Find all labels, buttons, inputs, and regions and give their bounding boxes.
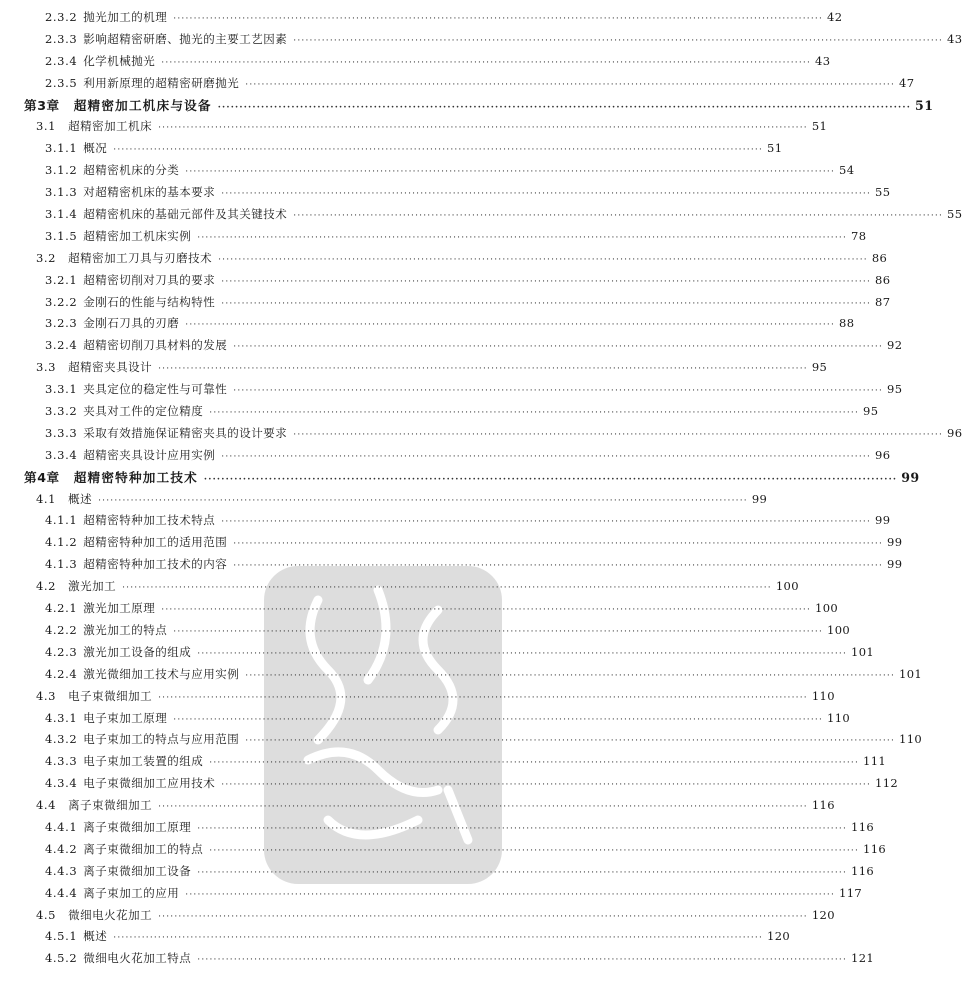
toc-entry[interactable]: [0, 883, 863, 905]
dot-leader: ································································································································································: [158, 364, 808, 375]
dot-leader: ································································································································································: [98, 495, 748, 506]
toc-entry-title: 超精密加工机床: [68, 119, 153, 134]
toc-entry[interactable]: [0, 642, 875, 664]
toc-entry-page: 96: [947, 425, 962, 440]
toc-entry-page: 51: [767, 141, 783, 156]
toc-entry[interactable]: [0, 73, 915, 95]
toc-entry-page: 99: [887, 535, 903, 550]
toc-entry-page: 95: [887, 382, 903, 397]
toc-entry-number: 3.3.2: [45, 404, 78, 419]
toc-entry[interactable]: [0, 248, 888, 270]
toc-entry[interactable]: [0, 686, 835, 708]
toc-entry-number: 第3章: [24, 97, 60, 113]
toc-entry-page: 111: [863, 754, 887, 769]
dot-leader: ································································································································································: [209, 758, 859, 769]
toc-entry-title: 超精密机床的基础元部件及其关键技术: [83, 207, 288, 222]
dot-leader: ································································································································································: [293, 211, 943, 222]
toc-entry[interactable]: [0, 160, 855, 182]
dot-leader: ································································································································································: [197, 867, 847, 878]
toc-entry-title: 离子束加工的应用: [83, 885, 180, 900]
dot-leader: ································································································································································: [209, 408, 859, 419]
toc-entry-title: 电子束微细加工: [68, 688, 153, 703]
toc-entry-title: 利用新原理的超精密研磨抛光: [83, 75, 240, 90]
dot-leader: ································································································································································: [293, 429, 943, 440]
toc-entry-number: 3.1: [36, 119, 57, 134]
dot-leader: ································································································································································: [221, 276, 871, 287]
toc-entry-page: 100: [827, 622, 851, 637]
dot-leader: ································································································································································: [173, 14, 823, 24]
toc-entry-title: 概述: [68, 491, 93, 506]
dot-leader: ································································································································································: [173, 714, 823, 725]
dot-leader: ································································································································································: [113, 145, 763, 156]
toc-entry-title: 金刚石刀具的刃磨: [83, 316, 180, 331]
toc-entry-page: 120: [767, 929, 791, 944]
toc-entry-title: 超精密机床的分类: [83, 163, 180, 178]
toc-entry-page: 43: [815, 53, 831, 68]
toc-entry-page: 47: [899, 75, 915, 90]
toc-entry-page: 86: [871, 250, 888, 265]
toc-entry-number: 4.4.4: [45, 885, 78, 900]
toc-entry-number: 4.5.1: [45, 929, 78, 944]
toc-entry-number: 2.3.4: [45, 53, 78, 68]
toc-entry[interactable]: [0, 554, 903, 576]
toc-entry-page: 116: [851, 819, 875, 834]
toc-entry-title: 电子束加工装置的组成: [83, 754, 204, 769]
toc-entry-page: 42: [827, 10, 843, 24]
toc-entry-page: 55: [947, 207, 962, 222]
toc-entry-title: 超精密切削对刀具的要求: [83, 272, 216, 287]
toc-entry-number: 3.1.2: [45, 163, 78, 178]
toc-entry-title: 概述: [83, 929, 108, 944]
toc-entry[interactable]: [0, 620, 851, 642]
toc-entry-title: 离子束微细加工设备: [83, 863, 192, 878]
toc-entry[interactable]: [0, 905, 835, 927]
toc-entry[interactable]: [0, 510, 891, 532]
toc-entry-page: 99: [901, 469, 920, 485]
toc-entry-title: 激光加工: [68, 579, 117, 594]
toc-entry-title: 超精密加工刀具与刃磨技术: [68, 250, 213, 265]
dot-leader: ································································································································································: [218, 254, 868, 265]
toc-entry-title: 微细电火花加工特点: [83, 951, 192, 966]
toc-entry-title: 化学机械抛光: [83, 53, 156, 68]
toc-entry[interactable]: [0, 270, 891, 292]
toc-entry-title: 离子束微细加工: [68, 798, 153, 813]
dot-leader: ································································································································································: [203, 474, 898, 485]
dot-leader: ································································································································································: [185, 320, 835, 331]
toc-entry-page: 99: [751, 491, 768, 506]
dot-leader: ································································································································································: [185, 167, 835, 178]
toc-entry[interactable]: [0, 226, 867, 248]
toc-entry-number: 2.3.5: [45, 75, 78, 90]
toc-entry-number: 4.3.1: [45, 710, 78, 725]
toc-entry-number: 3.3.4: [45, 447, 78, 462]
toc-entry-page: 116: [863, 841, 887, 856]
toc-entry-number: 4.4.1: [45, 819, 78, 834]
toc-entry[interactable]: [0, 926, 791, 948]
toc-entry[interactable]: [0, 598, 839, 620]
toc-entry-title: 采取有效措施保证精密夹具的设计要求: [83, 425, 288, 440]
toc-entry-title: 超精密夹具设计: [68, 360, 153, 375]
toc-entry-number: 4.1: [36, 491, 57, 506]
toc-entry-page: 120: [811, 907, 835, 922]
dot-leader: ································································································································································: [245, 736, 895, 747]
toc-entry-number: 4.2: [36, 579, 57, 594]
toc-entry[interactable]: [0, 467, 920, 489]
toc-entry-page: 92: [887, 338, 903, 353]
toc-entry-title: 离子束微细加工原理: [83, 819, 192, 834]
toc-entry[interactable]: [0, 948, 875, 970]
dot-leader: ································································································································································: [122, 583, 772, 594]
toc-entry[interactable]: [0, 839, 887, 861]
toc-entry-title: 对超精密机床的基本要求: [83, 185, 216, 200]
toc-entry[interactable]: [0, 182, 891, 204]
toc-entry-number: 4.3.4: [45, 776, 78, 791]
toc-entry-number: 3.2.3: [45, 316, 78, 331]
toc-entry[interactable]: [0, 795, 835, 817]
toc-entry-page: 87: [875, 294, 891, 309]
toc-entry-page: 88: [839, 316, 855, 331]
toc-entry-number: 3.2: [36, 250, 57, 265]
toc-entry-title: 激光加工原理: [83, 601, 156, 616]
toc-entry-page: 110: [811, 688, 835, 703]
toc-entry-title: 超精密夹具设计应用实例: [83, 447, 216, 462]
dot-leader: ································································································································································: [209, 845, 859, 856]
toc-entry-number: 3.2.2: [45, 294, 78, 309]
toc-entry-page: 51: [811, 119, 828, 134]
toc-entry-title: 激光加工的特点: [83, 622, 168, 637]
toc-entry-number: 3.3.1: [45, 382, 78, 397]
dot-leader: ································································································································································: [197, 232, 847, 243]
dot-leader: ································································································································································: [233, 386, 883, 397]
toc-entry[interactable]: [0, 861, 875, 883]
dot-leader: ································································································································································: [158, 692, 808, 703]
toc-entry[interactable]: [0, 817, 875, 839]
dot-leader: ································································································································································: [161, 57, 811, 68]
toc-entry[interactable]: [0, 116, 828, 138]
toc-entry-title: 超精密加工机床与设备: [73, 97, 212, 113]
toc-entry-number: 3.1.3: [45, 185, 78, 200]
dot-leader: ································································································································································: [245, 670, 895, 681]
toc-entry-title: 超精密特种加工技术: [73, 469, 198, 485]
toc-entry-number: 4.1.3: [45, 557, 78, 572]
toc-entry[interactable]: [0, 51, 831, 73]
toc-entry[interactable]: [0, 576, 799, 598]
dot-leader: ································································································································································: [158, 911, 808, 922]
dot-leader: ································································································································································: [197, 648, 847, 659]
toc-entry-number: 4.1.2: [45, 535, 78, 550]
dot-leader: ································································································································································: [221, 451, 871, 462]
toc-entry[interactable]: [0, 708, 851, 730]
toc-entry[interactable]: [0, 751, 887, 773]
toc-entry[interactable]: [0, 773, 899, 795]
toc-entry-number: 2.3.3: [45, 31, 78, 46]
toc-entry-page: 100: [815, 601, 839, 616]
dot-leader: ································································································································································: [233, 539, 883, 550]
toc-entry-title: 夹具定位的稳定性与可靠性: [83, 382, 228, 397]
toc-entry-title: 激光微细加工技术与应用实例: [83, 666, 240, 681]
toc-entry-number: 3.3: [36, 360, 57, 375]
toc-entry-page: 101: [851, 644, 875, 659]
toc-entry-title: 激光加工设备的组成: [83, 644, 192, 659]
toc-entry[interactable]: [0, 292, 891, 314]
toc-entry[interactable]: [0, 664, 923, 686]
toc-entry[interactable]: [0, 379, 903, 401]
toc-entry-number: 4.3: [36, 688, 57, 703]
dot-leader: ································································································································································: [221, 780, 871, 791]
dot-leader: ································································································································································: [221, 298, 871, 309]
toc-entry-title: 离子束微细加工的特点: [83, 841, 204, 856]
dot-leader: ································································································································································: [158, 123, 808, 134]
toc-entry[interactable]: [0, 489, 768, 511]
toc-entry-number: 2.3.2: [45, 10, 78, 24]
toc-entry-number: 4.5.2: [45, 951, 78, 966]
toc-entry-page: 116: [851, 863, 875, 878]
toc-entry-title: 电子束加工原理: [83, 710, 168, 725]
toc-entry[interactable]: [0, 335, 903, 357]
toc-entry-number: 3.2.4: [45, 338, 78, 353]
toc-entry-page: 54: [839, 163, 855, 178]
toc-entry-number: 4.5: [36, 907, 57, 922]
toc-entry-title: 超精密切削刀具材料的发展: [83, 338, 228, 353]
dot-leader: ································································································································································: [221, 189, 871, 200]
toc-entry-title: 金刚石的性能与结构特性: [83, 294, 216, 309]
toc-entry-title: 影响超精密研磨、抛光的主要工艺因素: [83, 31, 288, 46]
dot-leader: ································································································································································: [245, 79, 895, 90]
toc-entry[interactable]: [0, 357, 828, 379]
toc-entry[interactable]: [0, 204, 962, 226]
toc-entry[interactable]: [0, 29, 962, 51]
toc-entry-page: 78: [851, 228, 867, 243]
dot-leader: ································································································································································: [197, 823, 847, 834]
toc-entry-title: 超精密加工机床实例: [83, 228, 192, 243]
toc-entry-page: 43: [947, 31, 962, 46]
dot-leader: ································································································································································: [221, 517, 871, 528]
toc-entry-title: 概况: [83, 141, 108, 156]
dot-leader: ································································································································································: [113, 933, 763, 944]
toc-entry-page: 96: [875, 447, 891, 462]
toc-entry-number: 4.2.1: [45, 601, 78, 616]
toc-entry[interactable]: [0, 313, 855, 335]
toc-entry[interactable]: [0, 532, 903, 554]
dot-leader: ································································································································································: [217, 102, 912, 113]
toc-entry-number: 4.2.3: [45, 644, 78, 659]
toc-entry-number: 4.3.3: [45, 754, 78, 769]
toc-entry-page: 95: [863, 404, 879, 419]
toc-entry[interactable]: [0, 729, 923, 751]
toc-entry-page: 51: [915, 97, 934, 113]
toc-entry-page: 99: [887, 557, 903, 572]
toc-entry[interactable]: [0, 423, 962, 445]
table-of-contents: [0, 7, 962, 970]
toc-entry-number: 4.4.3: [45, 863, 78, 878]
toc-entry-title: 超精密特种加工的适用范围: [83, 535, 228, 550]
dot-leader: ································································································································································: [158, 802, 808, 813]
toc-entry-title: 微细电火花加工: [68, 907, 153, 922]
toc-entry[interactable]: [0, 7, 843, 29]
dot-leader: ································································································································································: [161, 605, 811, 616]
toc-entry-title: 抛光加工的机理: [83, 10, 168, 24]
toc-entry-page: 101: [899, 666, 923, 681]
toc-entry-page: 117: [839, 885, 863, 900]
toc-entry-number: 3.1.5: [45, 228, 78, 243]
toc-entry-title: 超精密特种加工技术特点: [83, 513, 216, 528]
toc-entry-number: 4.2.2: [45, 622, 78, 637]
toc-entry-number: 4.4: [36, 798, 57, 813]
toc-entry-page: 99: [875, 513, 891, 528]
toc-entry-number: 第4章: [24, 469, 60, 485]
toc-entry-page: 86: [875, 272, 891, 287]
toc-entry-page: 55: [875, 185, 891, 200]
toc-entry-number: 4.1.1: [45, 513, 78, 528]
toc-entry-title: 电子束微细加工应用技术: [83, 776, 216, 791]
dot-leader: ································································································································································: [185, 889, 835, 900]
toc-entry-number: 4.2.4: [45, 666, 78, 681]
toc-entry[interactable]: [0, 95, 934, 117]
toc-entry-title: 电子束加工的特点与应用范围: [83, 732, 240, 747]
dot-leader: ································································································································································: [233, 342, 883, 353]
toc-entry-page: 112: [875, 776, 899, 791]
toc-entry[interactable]: [0, 401, 879, 423]
toc-entry-title: 夹具对工件的定位精度: [83, 404, 204, 419]
toc-entry-page: 110: [827, 710, 851, 725]
toc-entry-number: 4.3.2: [45, 732, 78, 747]
toc-entry-number: 3.2.1: [45, 272, 78, 287]
toc-entry-page: 110: [899, 732, 923, 747]
toc-entry-number: 3.1.1: [45, 141, 78, 156]
toc-entry-page: 100: [775, 579, 799, 594]
dot-leader: ································································································································································: [293, 35, 943, 46]
dot-leader: ································································································································································: [197, 955, 847, 966]
toc-entry[interactable]: [0, 138, 783, 160]
toc-entry-page: 116: [811, 798, 835, 813]
toc-entry-title: 超精密特种加工技术的内容: [83, 557, 228, 572]
toc-entry-number: 4.4.2: [45, 841, 78, 856]
toc-entry-page: 121: [851, 951, 875, 966]
dot-leader: ································································································································································: [233, 561, 883, 572]
dot-leader: ································································································································································: [173, 626, 823, 637]
toc-entry-number: 3.3.3: [45, 425, 78, 440]
toc-entry[interactable]: [0, 445, 891, 467]
toc-entry-number: 3.1.4: [45, 207, 78, 222]
toc-entry-page: 95: [811, 360, 828, 375]
